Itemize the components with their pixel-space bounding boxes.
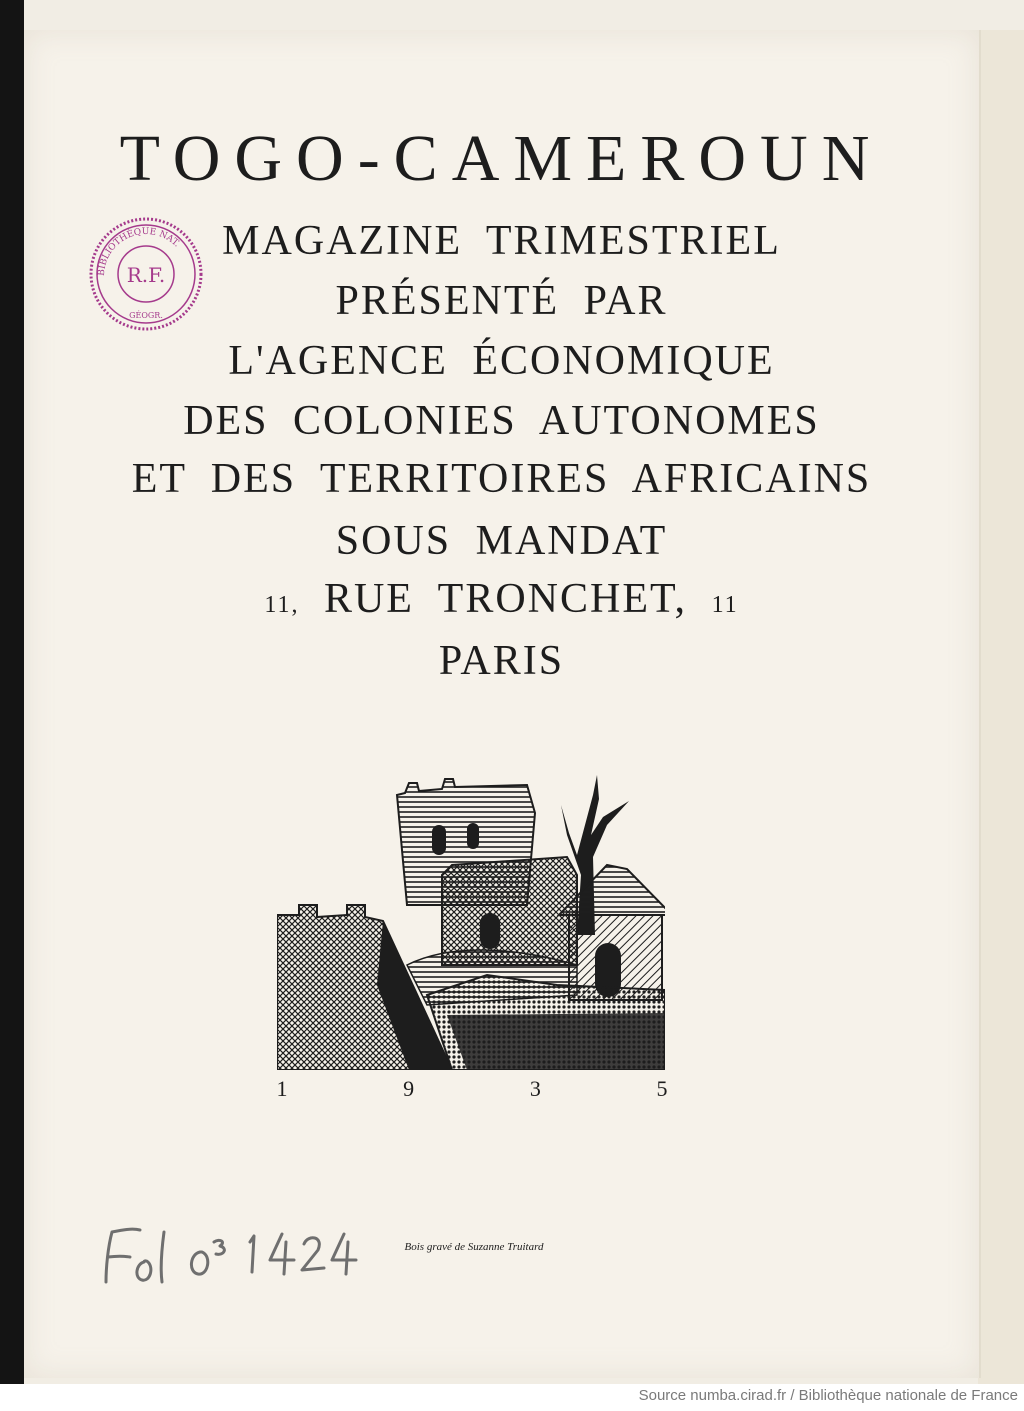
adjacent-page-edge bbox=[978, 30, 1024, 1384]
illustration-caption: Bois gravé de Suzanne Truitard bbox=[404, 1241, 544, 1253]
year-digit: 5 bbox=[656, 1076, 668, 1101]
address-street: RUE TRONCHET, bbox=[323, 576, 688, 622]
year-digit: 1 bbox=[276, 1076, 288, 1101]
year-digit: 3 bbox=[529, 1076, 541, 1101]
stamp-bottom-text: GÉOGR. bbox=[129, 311, 163, 320]
stamp-outer-text: BIBLIOTHÈQUE NAT. bbox=[96, 226, 182, 277]
subtitle-line-3: L'AGENCE ÉCONOMIQUE bbox=[228, 338, 775, 384]
subtitle-line-1: MAGAZINE TRIMESTRIEL bbox=[222, 218, 781, 264]
source-footer bbox=[0, 1384, 1024, 1411]
stamp-center-text: R.F. bbox=[126, 263, 166, 287]
woodcut-illustration bbox=[277, 765, 665, 1070]
subtitle-line-2: PRÉSENTÉ PAR bbox=[335, 278, 668, 324]
magazine-title: TOGO-CAMEROUN bbox=[119, 122, 884, 195]
address-number-right: 11 bbox=[711, 592, 739, 618]
city-line: PARIS bbox=[438, 638, 565, 684]
book-edge bbox=[0, 0, 24, 1384]
address-line bbox=[24, 578, 979, 620]
title-page bbox=[24, 30, 981, 1378]
publication-year bbox=[272, 1076, 672, 1106]
address-number-left: 11, bbox=[264, 592, 300, 618]
source-attribution: Source numba.cirad.fr / Bibliothèque nationale de France bbox=[638, 1387, 1018, 1404]
handwritten-shelfmark bbox=[92, 1212, 362, 1302]
subtitle-line-4: DES COLONIES AUTONOMES bbox=[183, 398, 820, 444]
library-stamp-icon bbox=[86, 214, 206, 334]
subtitle-line-6: SOUS MANDAT bbox=[335, 518, 668, 564]
year-digit: 9 bbox=[403, 1076, 415, 1101]
subtitle-line-5: ET DES TERRITOIRES AFRICAINS bbox=[131, 456, 872, 502]
